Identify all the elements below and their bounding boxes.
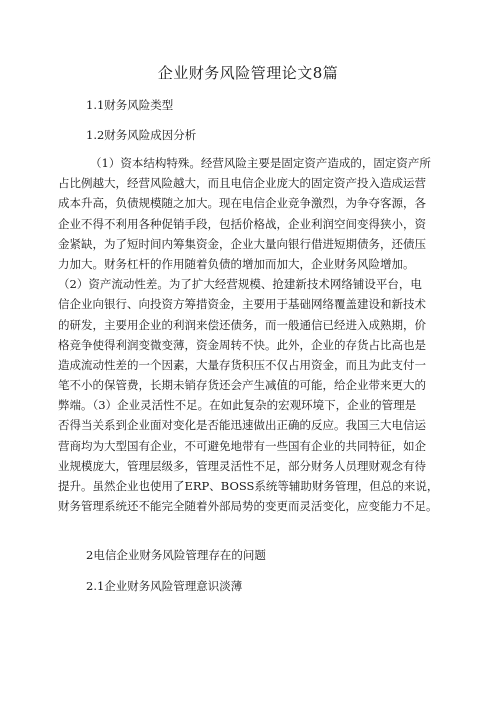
paragraph-line: 力加大。财务杠杆的作用随着负债的增加而加大，企业财务风险增加。: [58, 256, 415, 271]
paragraph-line: 信企业向银行、向投资方筹措资金，主要用于基础网络覆盖建设和新技术: [58, 297, 426, 312]
paragraph-line: 格竞争使得利润变微变薄，资金周转不快。此外，企业的存货占比高也是: [58, 337, 426, 352]
paragraph-line: 提升。虽然企业也使用了ERP、BOSS系统等辅助财务管理，但总的来说，: [58, 479, 439, 493]
paragraph-line: 金紧缺，为了短时间内筹集资金，企业大量向银行借进短期债务，还债压: [58, 236, 426, 251]
paragraph-line: 笔不小的保管费，长期未销存货还会产生减值的可能，给企业带来更大的: [58, 378, 426, 393]
paragraph-line: 财务管理系统还不能完全随着外部局势的变更而灵活变化，应变能力不足。: [58, 499, 438, 514]
section-heading-1-1: 1.1财务风险类型: [86, 98, 174, 112]
paragraph-line: 企业不得不利用各种促销手段，包括价格战，企业利润空间变得狭小，资: [58, 216, 426, 231]
body-paragraph: [58, 153, 448, 516]
paragraph-line: 的研发，主要用企业的利润来偿还债务，而一般通信已经进入成熟期，价: [58, 317, 426, 332]
paragraph-line: 占比例越大，经营风险越大，而且电信企业庞大的固定资产投入造成运营: [58, 176, 426, 191]
paragraph-line: 营商均为大型国有企业，不可避免地带有一些国有企业的共同特征，如企: [58, 438, 426, 453]
section-heading-1-2: 1.2财务风险成因分析: [86, 128, 197, 142]
paragraph-line: （1）资本结构特殊。经营风险主要是固定资产造成的，固定资产所: [90, 156, 431, 170]
paragraph-line: 成本升高，负债规模随之加大。现在电信企业竞争激烈，为争夺客源，各: [58, 196, 426, 211]
paragraph-line: 弊端。（3）企业灵活性不足。在如此复杂的宏观环境下，企业的管理是: [58, 398, 417, 413]
section-heading-2: 2电信企业财务风险管理存在的问题: [86, 548, 266, 562]
paragraph-line: 造成流动性差的一个因素，大量存货积压不仅占用资金，而且为此支付一: [58, 357, 426, 372]
paragraph-line: 否得当关系到企业面对变化是否能迅速做出正确的反应。我国三大电信运: [58, 418, 426, 433]
paragraph-line: （2）资产流动性差。为了扩大经营规模、抢建新技术网络铺设平台，电: [58, 277, 422, 292]
paragraph-line: 业规模庞大，管理层级多，管理灵活性不足，部分财务人员理财观念有待: [58, 458, 426, 473]
section-heading-2-1: 2.1企业财务风险管理意识淡薄: [86, 579, 243, 593]
document-title: 企业财务风险管理论文8篇: [157, 64, 339, 82]
